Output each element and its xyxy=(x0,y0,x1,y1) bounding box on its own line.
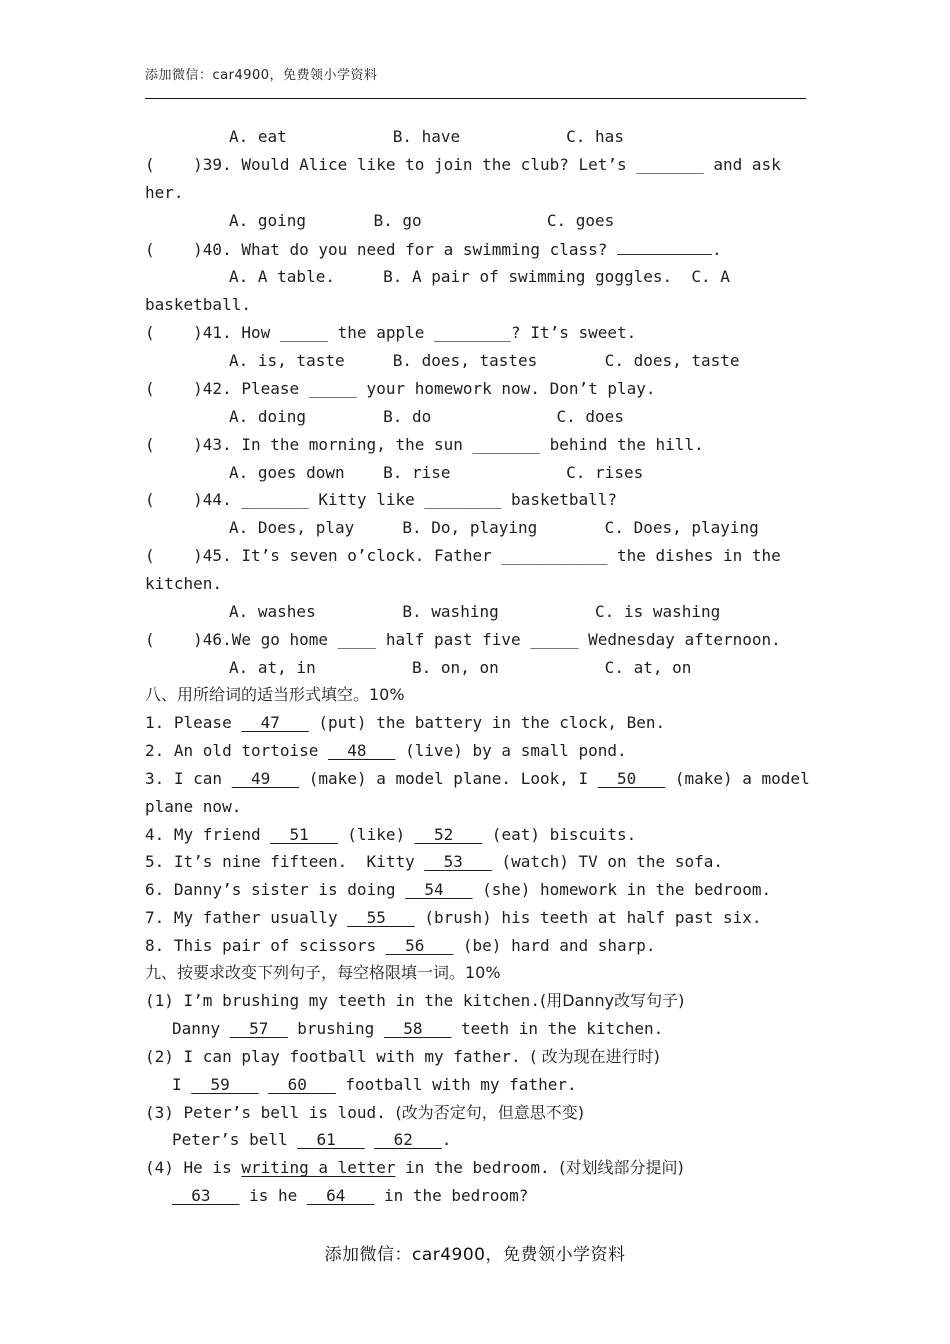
rewrite-text: (2) I can play football with my father. xyxy=(145,1047,531,1066)
fill-text: (eat) biscuits. xyxy=(482,825,637,844)
fill-text: (make) a model xyxy=(665,769,810,788)
rewrite-instruction: ( 改为现在进行时) xyxy=(530,1047,660,1066)
rewrite-text: (4) He is xyxy=(145,1158,242,1177)
rewrite-blank-58: __58___ xyxy=(383,1019,452,1038)
fill-item-2 xyxy=(145,741,627,761)
fill-item-6 xyxy=(145,880,771,900)
fill-text: 3. I can xyxy=(145,769,232,788)
rewrite-question-2 xyxy=(145,1047,660,1067)
fill-text: (she) homework in the bedroom. xyxy=(472,880,772,899)
rewrite-answer-3 xyxy=(172,1130,451,1150)
options-44: A. Does, play B. Do, playing C. Does, playing xyxy=(229,518,759,537)
rewrite-answer-1 xyxy=(172,1019,663,1039)
rewrite-text: brushing xyxy=(287,1019,384,1038)
options-40-cont: basketball. xyxy=(145,295,251,314)
rewrite-blank-59: __59___ xyxy=(191,1075,259,1094)
rewrite-blank-62: __62___ xyxy=(374,1130,442,1149)
rewrite-text: football with my father. xyxy=(335,1075,577,1094)
header-rule xyxy=(145,98,806,99)
options-42: A. doing B. do C. does xyxy=(229,407,624,426)
rewrite-answer-4 xyxy=(172,1186,528,1206)
fill-text: 1. Please xyxy=(145,713,242,732)
fill-text: (like) xyxy=(337,825,415,844)
fill-text: (make) a model plane. Look, I xyxy=(299,769,598,788)
fill-text: 8. This pair of scissors xyxy=(145,936,386,955)
fill-text: (be) hard and sharp. xyxy=(453,936,656,955)
rewrite-text xyxy=(259,1075,269,1094)
fill-item-8 xyxy=(145,936,656,956)
fill-blank-54: __54___ xyxy=(405,880,473,899)
page-footer: 添加微信：car4900，免费领小学资料 xyxy=(324,1245,626,1265)
fill-blank-52: __52___ xyxy=(414,825,483,844)
options-43: A. goes down B. rise C. rises xyxy=(229,463,644,482)
rewrite-text: is he xyxy=(239,1186,307,1205)
rewrite-question-4 xyxy=(145,1158,684,1178)
fill-text: (brush) his teeth at half past six. xyxy=(414,908,762,927)
section-9-title: 九、按要求改变下列句子，每空格限填一词。10% xyxy=(145,963,501,982)
rewrite-blank-64: __64___ xyxy=(306,1186,375,1205)
underlined-phrase: writing a letter xyxy=(241,1158,396,1177)
question-43: ( )43. In the morning, the sun _______ behind the hill. xyxy=(145,435,704,454)
rewrite-text: (3) Peter’s bell is loud. xyxy=(145,1103,396,1122)
fill-text: (watch) TV on the sofa. xyxy=(491,852,723,871)
options-38: A. eat B. have C. has xyxy=(229,127,624,146)
question-44: ( )44. _______ Kitty like ________ basketball? xyxy=(145,490,618,509)
fill-blank-48: __48___ xyxy=(328,741,396,760)
rewrite-question-1 xyxy=(145,991,684,1011)
rewrite-text: . xyxy=(441,1130,452,1149)
fill-item-5 xyxy=(145,852,723,872)
fill-blank-49: __49___ xyxy=(231,769,300,788)
fill-item-3-cont: plane now. xyxy=(145,797,242,816)
fill-blank-50: __50___ xyxy=(597,769,666,788)
fill-blank-55: __55___ xyxy=(347,908,415,927)
question-45-cont: kitchen. xyxy=(145,574,223,593)
rewrite-text: in the bedroom. xyxy=(395,1158,560,1177)
rewrite-question-3 xyxy=(145,1103,584,1123)
question-40-end: . xyxy=(712,240,722,259)
fill-blank-53: __53___ xyxy=(424,852,492,871)
question-40 xyxy=(145,239,722,259)
fill-item-3 xyxy=(145,769,810,789)
fill-blank-47: __47___ xyxy=(241,713,309,732)
rewrite-instruction: (用Danny改写句子) xyxy=(539,991,685,1010)
fill-blank-51: __51___ xyxy=(270,825,338,844)
fill-item-7 xyxy=(145,908,762,928)
options-40: A. A table. B. A pair of swimming goggles. C. A xyxy=(229,267,730,286)
question-41: ( )41. How _____ the apple ________? It’s sweet. xyxy=(145,323,637,342)
question-39: ( )39. Would Alice like to join the club? Let’s _______ and ask xyxy=(145,155,781,174)
rewrite-text: teeth in the kitchen. xyxy=(451,1019,664,1038)
fill-text: (put) the battery in the clock, Ben. xyxy=(308,713,666,732)
rewrite-text: Peter’s bell xyxy=(172,1130,298,1149)
rewrite-text: Danny xyxy=(172,1019,230,1038)
answer-blank-40 xyxy=(617,239,712,255)
fill-text: 4. My friend xyxy=(145,825,271,844)
rewrite-answer-2 xyxy=(172,1075,577,1095)
fill-text: (live) by a small pond. xyxy=(395,741,627,760)
rewrite-text: in the bedroom? xyxy=(374,1186,529,1205)
question-39-cont: her. xyxy=(145,183,184,202)
rewrite-blank-60: __60___ xyxy=(268,1075,336,1094)
rewrite-blank-61: __61___ xyxy=(297,1130,365,1149)
rewrite-instruction: (对划线部分提问) xyxy=(559,1158,684,1177)
rewrite-text: (1) I’m brushing my teeth in the kitchen. xyxy=(145,991,540,1010)
rewrite-instruction: (改为否定句，但意思不变) xyxy=(395,1103,584,1122)
fill-text: 7. My father usually xyxy=(145,908,348,927)
rewrite-blank-57: __57__ xyxy=(229,1019,288,1038)
rewrite-text: I xyxy=(172,1075,192,1094)
options-45: A. washes B. washing C. is washing xyxy=(229,602,721,621)
question-45: ( )45. It’s seven o’clock. Father ___________ the dishes in the xyxy=(145,546,781,565)
rewrite-blank-63: __63___ xyxy=(172,1186,240,1205)
question-46: ( )46.We go home ____ half past five _____ Wednesday afternoon. xyxy=(145,630,781,649)
page-header: 添加微信：car4900，免费领小学资料 xyxy=(145,68,378,83)
options-41: A. is, taste B. does, tastes C. does, taste xyxy=(229,351,740,370)
options-39: A. going B. go C. goes xyxy=(229,211,615,230)
rewrite-text xyxy=(365,1130,375,1149)
fill-item-4 xyxy=(145,825,636,845)
options-46: A. at, in B. on, on C. at, on xyxy=(229,658,692,677)
fill-text: 2. An old tortoise xyxy=(145,741,329,760)
fill-item-1 xyxy=(145,713,665,733)
question-42: ( )42. Please _____ your homework now. Don’t play. xyxy=(145,379,656,398)
question-40-stem: ( )40. What do you need for a swimming class? xyxy=(145,240,618,259)
fill-text: 6. Danny’s sister is doing xyxy=(145,880,406,899)
section-8-title: 八、用所给词的适当形式填空。10% xyxy=(145,685,405,704)
fill-text: 5. It’s nine fifteen. Kitty xyxy=(145,852,425,871)
fill-blank-56: __56___ xyxy=(385,936,454,955)
